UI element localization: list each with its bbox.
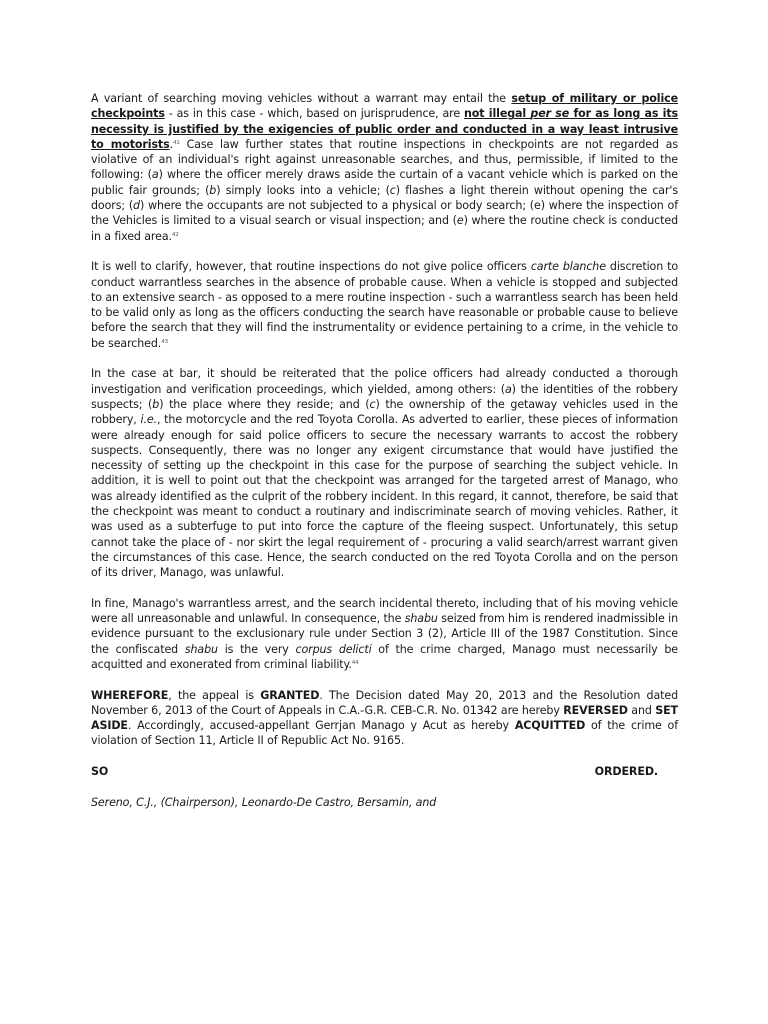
italic-text: c — [389, 183, 396, 197]
paragraph-in-fine — [91, 596, 678, 672]
italic-text: i.e. — [140, 413, 157, 427]
text: In fine, Manago's warrantless arrest, and the search incidental thereto, including that of his moving vehicle were all unreasonable and unlawful. In consequence, the — [91, 596, 678, 626]
italic-text: c — [369, 397, 376, 411]
paragraph-wherefore — [91, 688, 678, 749]
text: A variant of searching moving vehicles without a warrant may entail the — [91, 92, 512, 105]
italic-text: shabu — [184, 642, 218, 656]
text: discretion to conduct warrantless searches in the absence of probable cause. When a vehicle is stopped and subjected to an extensive search - as opposed to a mere routine inspection - such a warrantless search has been held to be valid only as long as the officers conducting the search have reasonable or probable cause to believe before the search that they will find the instrumentality or evidence pertaining to a crime, in the vehicle to be searched. — [91, 260, 678, 350]
text: of the crime charged, Manago must necessarily be acquitted and exonerated from criminal liability. — [91, 642, 678, 671]
italic-text: a — [151, 168, 159, 182]
text: and — [627, 703, 656, 717]
bold-text: SET ASIDE — [91, 703, 679, 733]
italic-text: d — [133, 199, 140, 213]
paragraph-routine-inspections — [91, 259, 678, 351]
emphasis-italic-text: per se — [530, 107, 570, 121]
signatories-line: Sereno, C.J., (Chairperson), Leonardo-De Castro, Bersamin, and — [91, 795, 437, 809]
document-page — [91, 91, 678, 810]
text: is the very — [217, 642, 296, 656]
text: ) the place where they reside; and ( — [159, 397, 370, 411]
emphasis-text: not illegal — [464, 107, 531, 121]
footnote-ref[interactable]: 43 — [161, 338, 168, 345]
text: In the case at bar, it should be reiterated that the police officers had already conducted a thorough investigation and verification proceedings, which yielded, among others: ( — [91, 367, 678, 396]
bold-text: ACQUITTED — [514, 719, 586, 733]
emphasis-text: setup of military or police checkpoints — [91, 92, 679, 121]
so-ordered-line — [91, 764, 678, 779]
italic-text: b — [209, 183, 217, 197]
italic-text: carte blanche — [530, 260, 606, 274]
text: seized from him is rendered inadmissible in evidence pursuant to the exclusionary rule under Section 3 (2), Article III of the 1987 Constitution. Since the confiscated — [91, 612, 678, 656]
text: ) the identities of the robbery suspects; ( — [91, 382, 678, 411]
text: ) the ownership of the getaway vehicles used in the robbery, — [91, 397, 678, 427]
text: ) simply looks into a vehicle; ( — [216, 183, 390, 197]
text: ) flashes a light therein without opening the car's doors; ( — [91, 183, 679, 213]
footnote-ref[interactable]: 44 — [351, 659, 359, 666]
bold-text: REVERSED — [563, 703, 628, 717]
text: , the appeal is — [168, 688, 261, 702]
italic-text: shabu — [404, 612, 438, 626]
text: . — [169, 137, 174, 151]
italic-text: a — [504, 382, 512, 396]
paragraph-case-at-bar — [91, 366, 678, 580]
text: Case law further states that routine inspections in checkpoints are not regarded as violative of an individual's right against unreasonable searches, and thus, permissible, if limited to the following: ( — [91, 137, 678, 182]
text: ) where the routine check is conducted in a fixed area. — [91, 214, 678, 243]
emphasis-text: for as long as its necessity is justified by the exigencies of public order and conducted in a way least intrusive to motorists — [91, 107, 678, 151]
so-label: SO — [91, 765, 109, 779]
italic-text: b — [152, 397, 160, 411]
text: , the motorcycle and the red Toyota Corolla. As adverted to earlier, these pieces of information were already enough for said police officers to secure the necessary warrants to accost the robbery suspects. Consequently, there was no longer any exigent circumstance that would have justified the necessity of setting up the checkpoint in this case for the purpose of searching the subject vehicle. In addition, it is well to point out that the checkpoint was arranged for the targeted arrest of Manago, who was already identified as the culprit of the robbery incident. In this regard, it cannot, therefore, be said that the checkpoint was meant to conduct a routinary and indiscriminate search of moving vehicles. Rather, it was used as a subterfuge to put into force the capture of the fleeing suspect. Unfortunately, this setup cannot take the place of - nor skirt the legal requirement of - procuring a valid search/arrest warrant given the circumstances of this case. Hence, the search conducted on the red Toyota Corolla and on the person of its driver, Manago, was unlawful. — [91, 413, 678, 580]
text: . Accordingly, accused-appellant Gerrjan Manago y Acut as hereby — [127, 719, 515, 733]
italic-text: corpus delicti — [295, 642, 372, 656]
ordered-label: ORDERED. — [594, 765, 658, 779]
bold-text: WHEREFORE — [91, 688, 169, 702]
text: - as in this case - which, based on jurisprudence, are — [164, 107, 465, 121]
text: . The Decision dated May 20, 2013 and the Resolution dated November 6, 2013 of the Court of Appeals in C.A.-G.R. CEB-C.R. No. 01342 are hereby — [91, 688, 678, 717]
text: ) where the occupants are not subjected to a physical or body search; (e) where the inspection of the Vehicles is limited to a visual search or visual inspection; and ( — [91, 199, 678, 228]
bold-text: GRANTED — [260, 688, 320, 702]
footnote-ref[interactable]: 41 — [173, 139, 180, 146]
footnote-ref[interactable]: 42 — [171, 231, 179, 238]
italic-text: e — [456, 214, 464, 228]
text: of the crime of violation of Section 11, Article II of Republic Act No. 9165. — [91, 719, 678, 748]
paragraph-checkpoints — [91, 91, 678, 244]
text: ) where the officer merely draws aside the curtain of a vacant vehicle which is parked on the public fair grounds; ( — [91, 168, 678, 197]
text: It is well to clarify, however, that routine inspections do not give police officers — [91, 260, 531, 274]
